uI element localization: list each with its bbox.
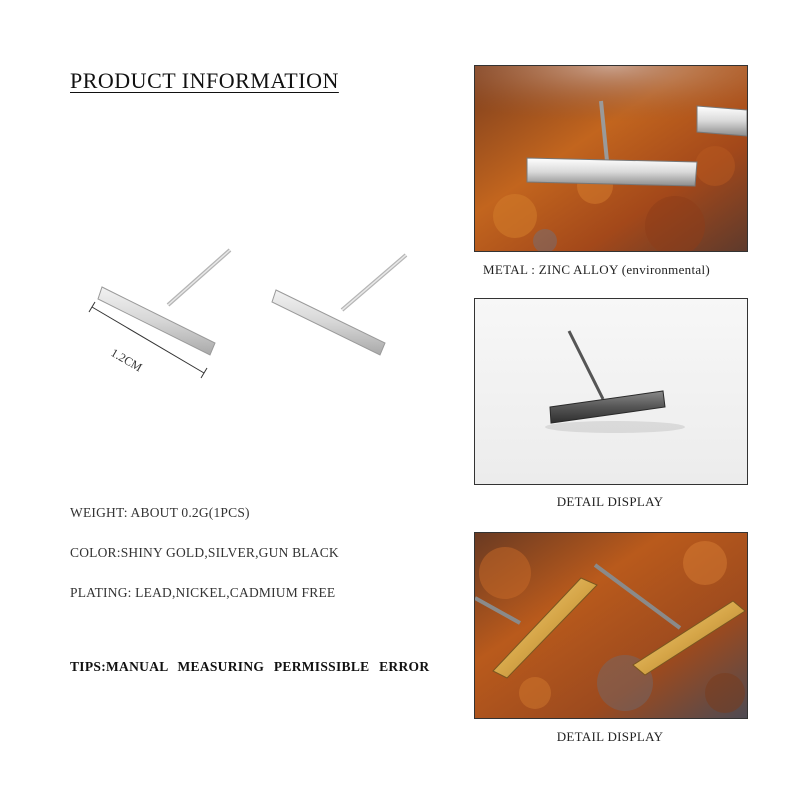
silver-earring-left: [98, 250, 230, 355]
photo-caption-detail-2: DETAIL DISPLAY: [556, 729, 664, 744]
photo-gold-on-rock: [474, 532, 748, 719]
spec-weight: WEIGHT: ABOUT 0.2G(1PCS): [70, 505, 250, 520]
product-hero-image: [80, 235, 440, 395]
photo-silver-on-rock: [474, 65, 748, 252]
page-title: PRODUCT INFORMATION: [70, 68, 339, 93]
silver-earring-right: [272, 255, 406, 355]
spec-plating: PLATING: LEAD,NICKEL,CADMIUM FREE: [70, 585, 336, 600]
measurement-label: 1.2CM: [108, 345, 145, 375]
photo-gun-black-detail: [474, 298, 748, 485]
tips-text: TIPS:MANUAL MEASURING PERMISSIBLE ERROR: [70, 659, 430, 674]
photo-caption-metal: METAL : ZINC ALLOY (environmental): [483, 262, 710, 277]
photo-caption-detail-1: DETAIL DISPLAY: [556, 494, 664, 509]
spec-color: COLOR:SHINY GOLD,SILVER,GUN BLACK: [70, 545, 339, 560]
